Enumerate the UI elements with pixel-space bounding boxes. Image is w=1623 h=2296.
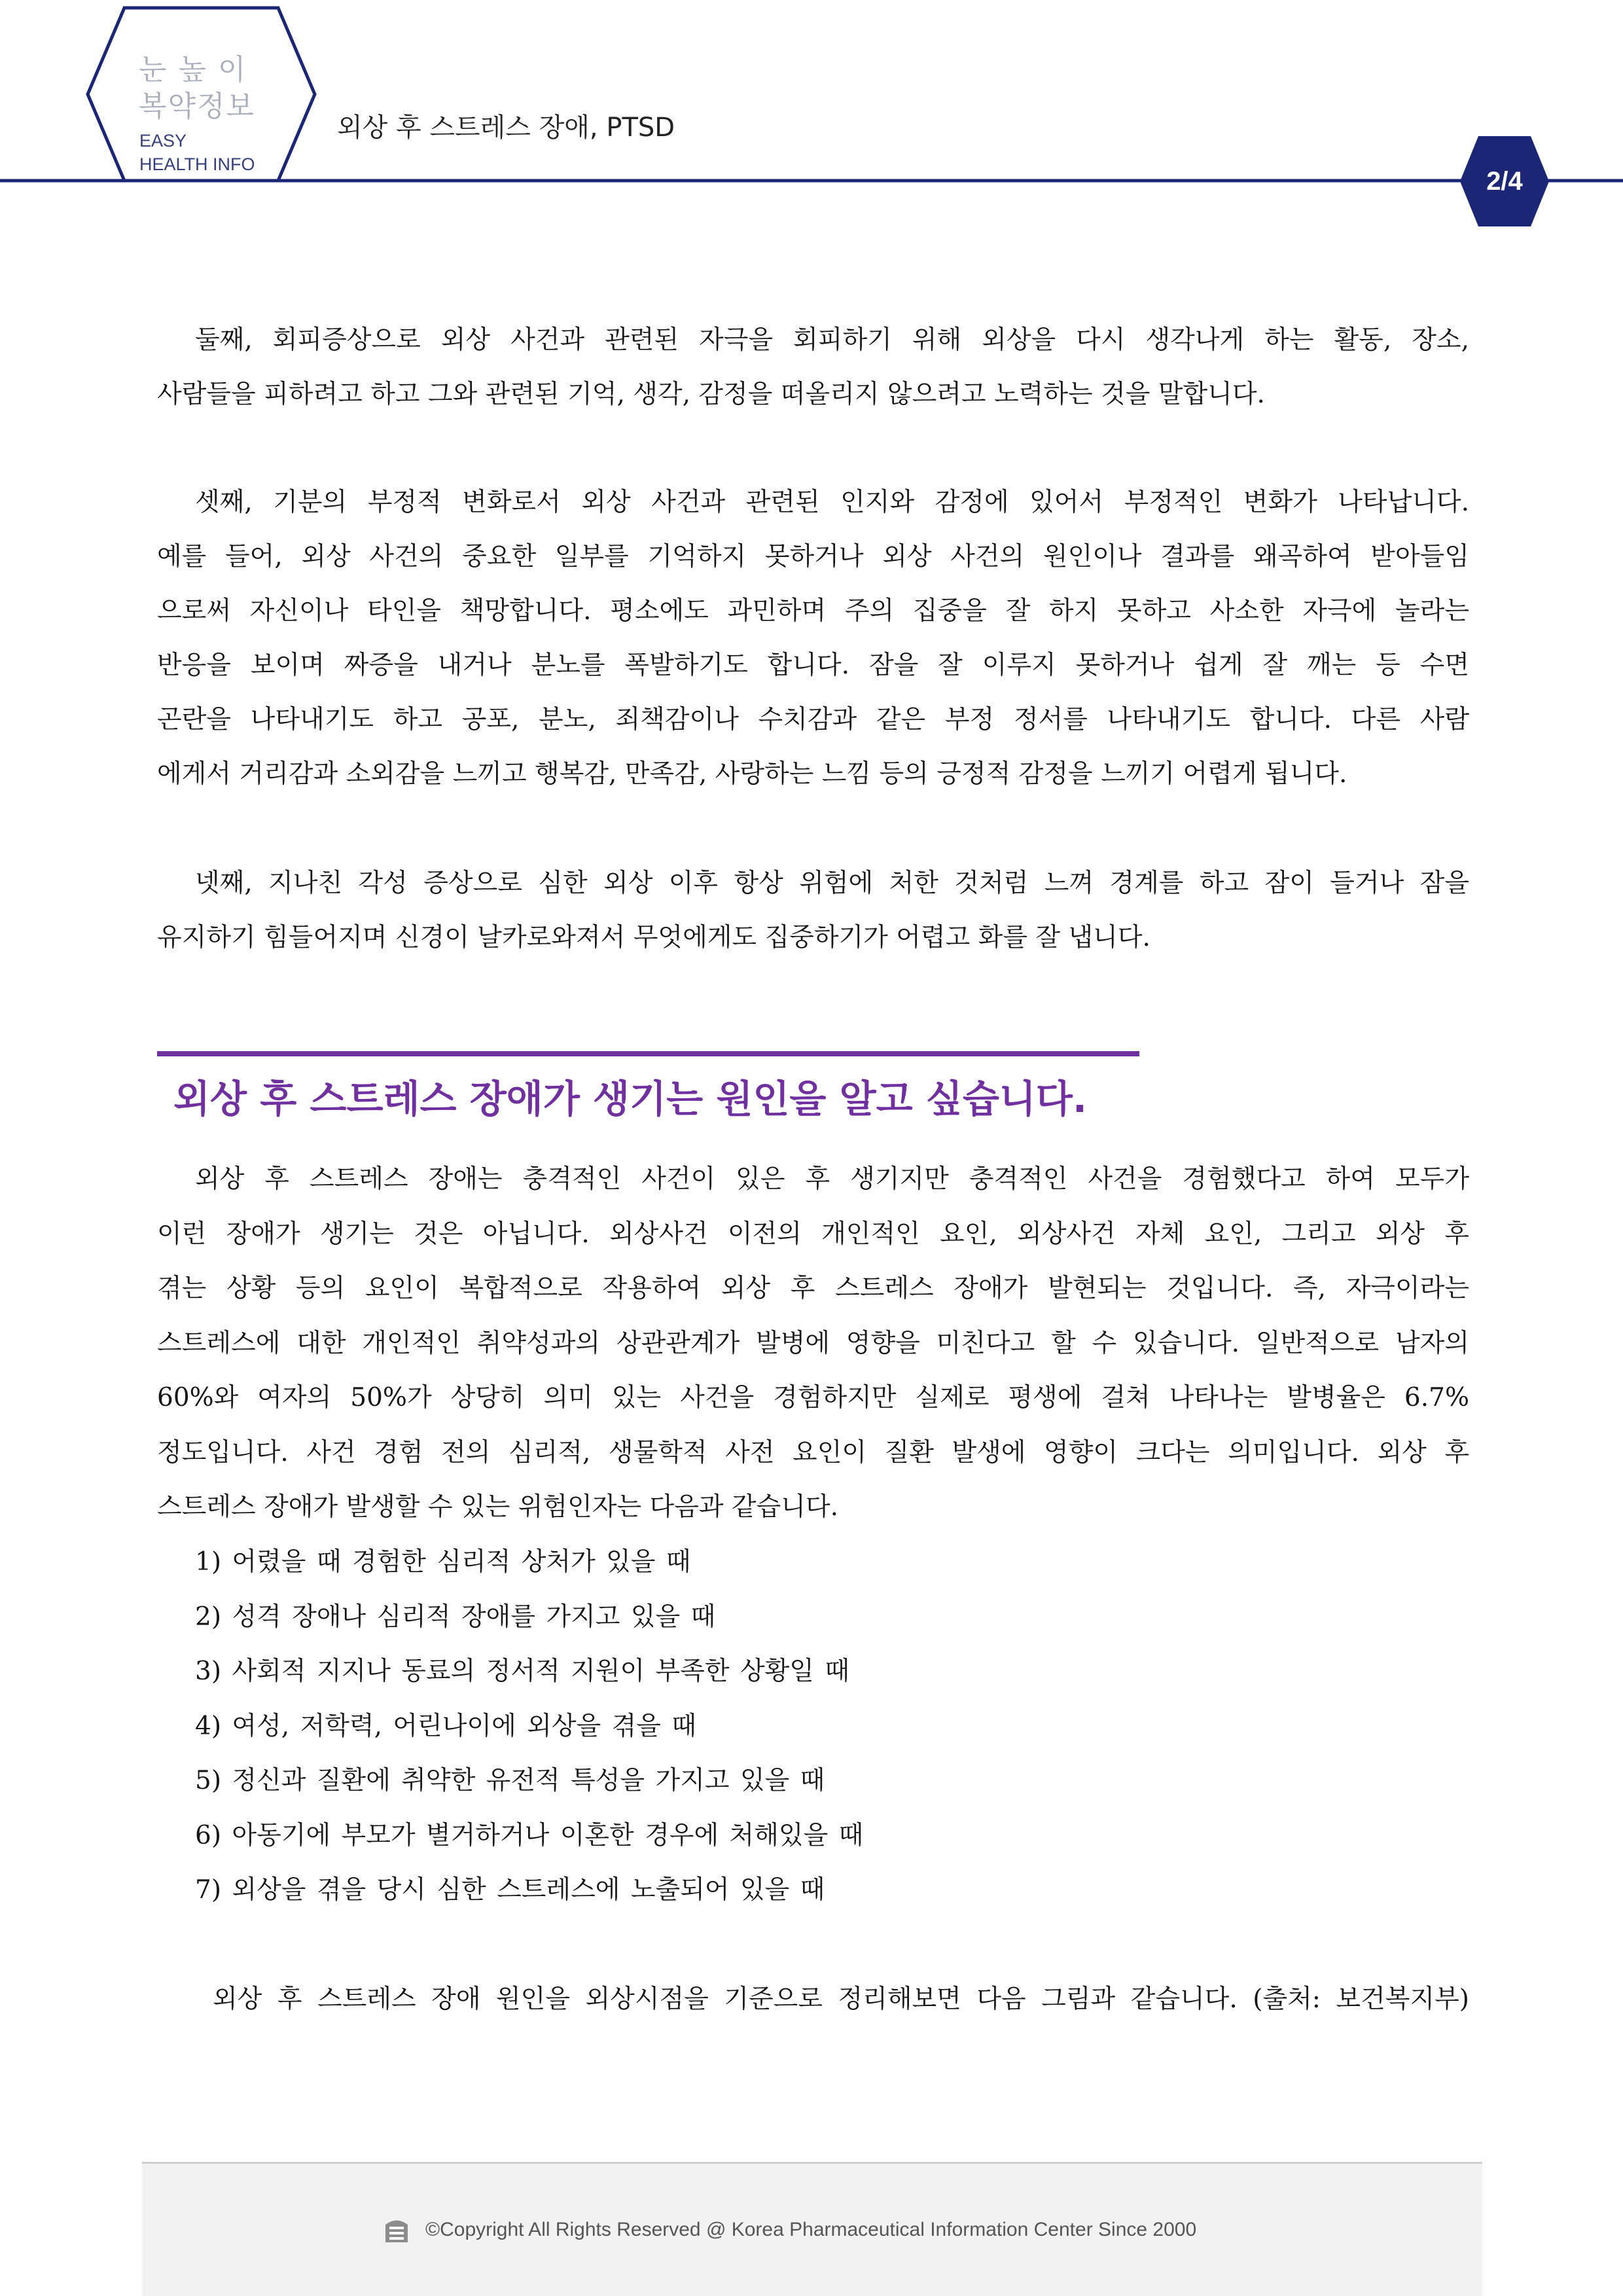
text-line: 으로써 자신이나 타인을 책망합니다. 평소에도 과민하며 주의 집중을 잘 하지 못하고 사소한 자극에 놀라는: [157, 596, 1469, 626]
logo-text-english-line1: EASY: [139, 131, 187, 151]
emblem-stripe: [389, 2232, 404, 2234]
text-line: 넷째, 지나친 각성 증상으로 심한 외상 이후 항상 위험에 처한 것처럼 느껴 경계를 하고 잠이 들거나 잠을: [195, 869, 1469, 898]
text-line: 예를 들어, 외상 사건의 중요한 일부를 기억하지 못하거나 외상 사건의 원인이나 결과를 왜곡하여 받아들임: [157, 542, 1469, 571]
list-item: 5) 정신과 질환에 취약한 유전적 특성을 가지고 있을 때: [195, 1766, 825, 1795]
text-line: 반응을 보이며 짜증을 내거나 분노를 폭발하기도 합니다. 잠을 잘 이루지 못하거나 쉽게 잘 깨는 등 수면: [157, 651, 1469, 680]
page-number-badge: 2/4: [1486, 166, 1523, 196]
list-item: 1) 어렸을 때 경험한 심리적 상처가 있을 때: [195, 1547, 691, 1577]
kpic-emblem-icon: [383, 2215, 410, 2244]
text-line: 이런 장애가 생기는 것은 아닙니다. 외상사건 이전의 개인적인 요인, 외상사건 자체 요인, 그리고 외상 후: [157, 1219, 1469, 1249]
section-heading-causes: 외상 후 스트레스 장애가 생기는 원인을 알고 싶습니다.: [173, 1077, 1087, 1121]
text-line: 스트레스에 대한 개인적인 취약성과의 상관관계가 발병에 영향을 미친다고 할 수 있습니다. 일반적으로 남자의: [157, 1328, 1469, 1358]
emblem-stripe: [389, 2237, 404, 2240]
text-line: 에게서 거리감과 소외감을 느끼고 행복감, 만족감, 사랑하는 느낌 등의 긍정적 감정을 느끼기 어렵게 됩니다.: [157, 759, 1347, 789]
paragraph-causes-intro: [157, 1152, 1469, 1535]
section-divider-rule: [157, 1051, 1139, 1056]
logo-text-korean-line2: 복약정보: [139, 90, 256, 123]
paragraph-hyperarousal-symptoms: [157, 856, 1469, 965]
text-line: 둘째, 회피증상으로 외상 사건과 관련된 자극을 회피하기 위해 외상을 다시 생각나게 하는 활동, 장소,: [195, 325, 1469, 355]
list-item: 3) 사회적 지지나 동료의 정서적 지원이 부족한 상황일 때: [195, 1657, 850, 1686]
list-item: 7) 외상을 겪을 당시 심한 스트레스에 노출되어 있을 때: [195, 1875, 825, 1905]
logo-text-english-line2: HEALTH INFO: [139, 154, 255, 174]
page-header: [0, 0, 1623, 236]
paragraph-avoidance-symptoms: [157, 313, 1469, 422]
page-footer: [142, 2162, 1482, 2296]
text-line: 사람들을 피하려고 하고 그와 관련된 기억, 생각, 감정을 떠올리지 않으려고 노력하는 것을 말합니다.: [157, 380, 1265, 409]
text-line: 겪는 상황 등의 요인이 복합적으로 작용하여 외상 후 스트레스 장애가 발현되는 것입니다. 즉, 자극이라는: [157, 1274, 1469, 1303]
list-item: 4) 여성, 저학력, 어린나이에 외상을 겪을 때: [195, 1711, 696, 1741]
closing-sentence: 외상 후 스트레스 장애 원인을 외상시점을 기준으로 정리해보면 다음 그림과 같습니다. (출처: 보건복지부): [213, 1984, 1469, 2014]
text-line: 유지하기 힘들어지며 신경이 날카로와져서 무엇에게도 집중하기가 어렵고 화를 잘 냅니다.: [157, 923, 1150, 952]
document-title: 외상 후 스트레스 장애, PTSD: [337, 113, 675, 143]
emblem-stripe: [389, 2227, 404, 2229]
risk-factor-list: [195, 1535, 1438, 1918]
text-line: 셋째, 기분의 부정적 변화로서 외상 사건과 관련된 인지와 감정에 있어서 부정적인 변화가 나타납니다.: [195, 488, 1469, 517]
list-item: 6) 아동기에 부모가 별거하거나 이혼한 경우에 처해있을 때: [195, 1820, 864, 1850]
text-line: 60%와 여자의 50%가 상당히 의미 있는 사건을 경험하지만 실제로 평생에 걸쳐 나타나는 발병율은 6.7%: [157, 1383, 1469, 1412]
text-line: 외상 후 스트레스 장애는 충격적인 사건이 있은 후 생기지만 충격적인 사건을 경험했다고 하여 모두가: [195, 1164, 1469, 1194]
list-item: 2) 성격 장애나 심리적 장애를 가지고 있을 때: [195, 1602, 716, 1632]
text-line: 정도입니다. 사건 경험 전의 심리적, 생물학적 사전 요인이 질환 발생에 영향이 크다는 의미입니다. 외상 후: [157, 1437, 1469, 1467]
paragraph-negative-mood-changes: [157, 475, 1469, 801]
text-line: 곤란을 나타내기도 하고 공포, 분노, 죄책감이나 수치감과 같은 부정 정서를 나타내기도 합니다. 다른 사람: [157, 705, 1469, 734]
text-line: 스트레스 장애가 발생할 수 있는 위험인자는 다음과 같습니다.: [157, 1492, 839, 1522]
copyright-text: ©Copyright All Rights Reserved @ Korea Pharmaceutical Information Center Since 2000: [425, 2219, 1197, 2240]
logo-text-korean-line1: 눈 높 이: [139, 53, 247, 86]
